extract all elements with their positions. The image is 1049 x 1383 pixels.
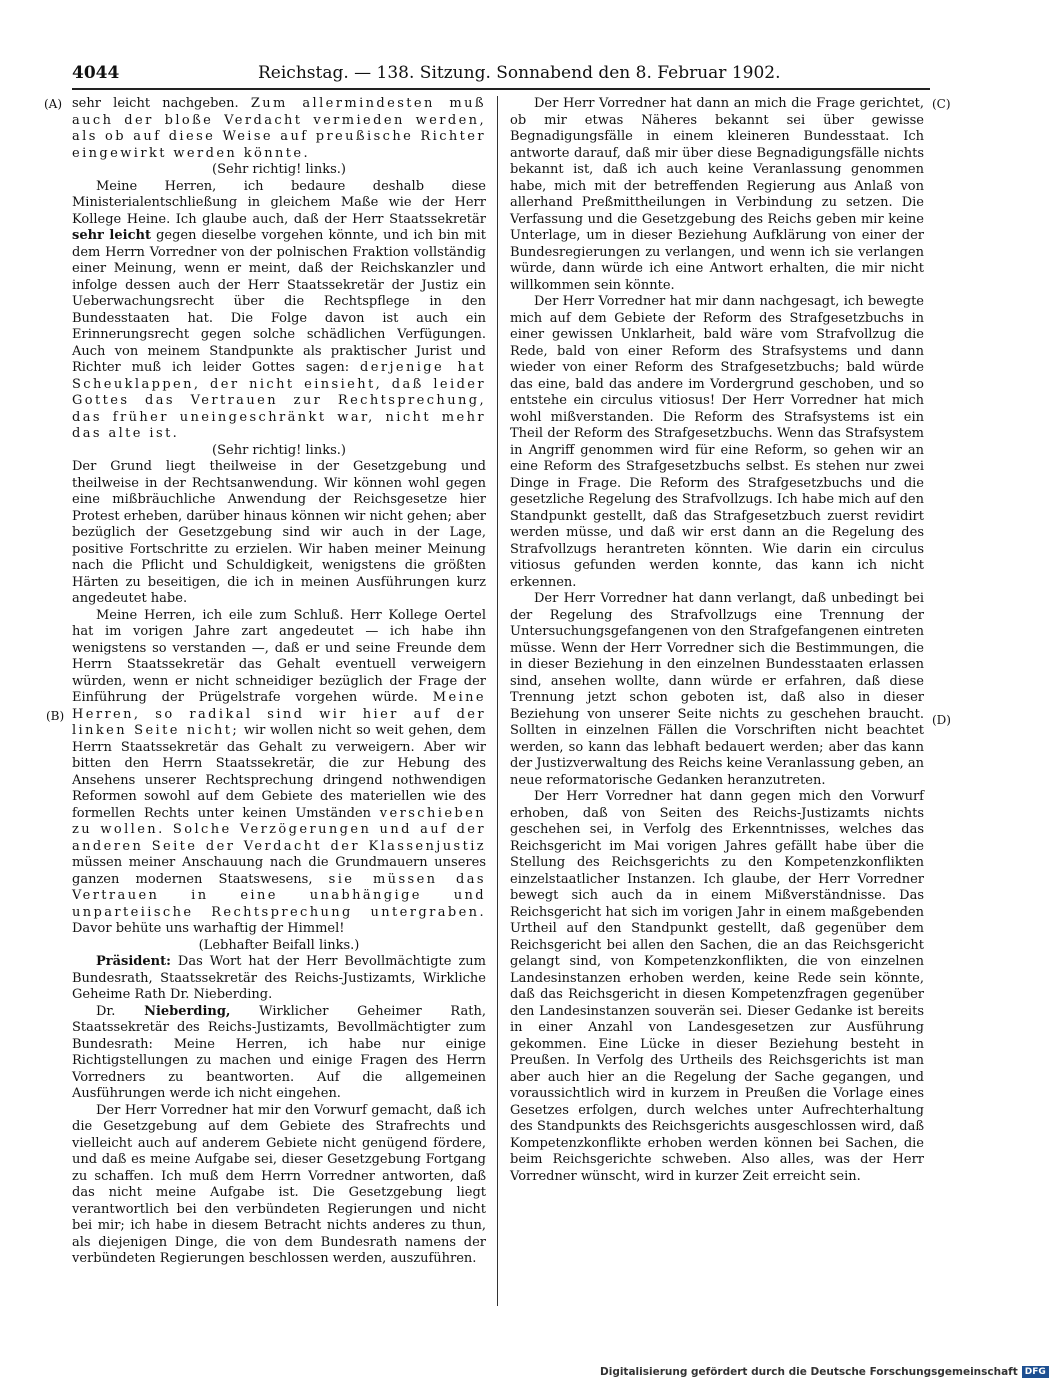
text-run: Meine Herren, ich eile zum Schluß. Herr Kollege Oertel hat im vorigen Jahre zart angedeutet — ich habe ihn wenigstens so verstanden —, daß er und seine Freunde dem Herrn Staatssekretär das Gehalt eventuell verweigern würden, wenn er nicht schneidiger bezüglich der Frage der Einführung der Prügelstrafe vorgehen würde. xyxy=(72,607,486,705)
paragraph xyxy=(72,96,486,162)
right-column xyxy=(510,96,924,1185)
bold-text: sehr leicht xyxy=(72,228,151,243)
speaker-name: Nieberding, xyxy=(144,1003,231,1019)
text-run: sehr leicht nachgeben. xyxy=(72,96,251,111)
paragraph: Der Herr Vorredner hat dann gegen mich den Vorwurf erhoben, daß von Seiten des Reichs-Justizamts nichts geschehen sei, in Verfolg des Erkenntnisses, welches das Reichsgericht im Mai vorigen Jahres gefällt habe über die Stellung des Reichsgerichts zu den Kompetenzkonflikten einzelstaatlicher Instanzen. Ich glaube, der Herr Vorredner bewegt sich auch da in einem Mißverständnisse. Das Reichsgericht hat sich im vorigen Jahr in einem maßgebenden Urtheil auf den Standpunkt gestellt, daß gegenüber dem Reichsgericht bei allen den Sachen, die an das Reichsgericht gelangt sind, von Kompetenzkonflikten, die von einzelnen Landesinstanzen erhoben werden, keine Rede sein könnte, daß das Reichsgericht in diesen Kompetenzfragen gegenüber den Landesinstanzen souverän sei. Dieser Gedanke ist bereits in einer Anzahl von Landesgesetzen zur Ausführung gekommen. Eine Lücke in dieser Beziehung besteht in Preußen. In Verfolg des Urtheils des Reichsgerichts ist man aber auch hier an die Regelung der Sache gegangen, und voraussichtlich wird in kurzem in Preußen die Vorlage eines Gesetzes erfolgen, durch welches unter Aufrechterhaltung des Standpunkts des Reichsgerichts ausgeschlossen wird, daß Kompetenzkonflikte erhoben werden können bei Sachen, die beim Reichsgerichte schweben. Also alles, was der Herr Vorredner wünscht, wird in kurzer Zeit erreicht sein. xyxy=(510,789,924,1184)
text-run: gegen dieselbe vorgehen könnte, und ich bin mit dem Herrn Vorredner von der polnischen Fraktion vollständig einer Meinung, wenn er meint, daß der Reichskanzler und infolge dessen auch der Herr Staatssekretär der Justiz ein Ueberwachungsrecht über die Rechtspflege in den Bundesstaaten hat. Die Folge davon ist auch ein Erinnerungsrecht gegen solche schädlichen Verfügungen. Auch von meinem Standpunkte als praktischer Jurist und Richter muß ich leider Gottes sagen: xyxy=(72,228,486,375)
column-divider xyxy=(497,96,498,1306)
text-run: Davor behüte uns warhaftig der Himmel! xyxy=(72,921,345,936)
text-run: müssen meiner Anschauung nach die Grundmauern unseres ganzen modernen Staatswesens, xyxy=(72,855,486,887)
margin-marker-c: (C) xyxy=(932,97,951,111)
text-run: Das Wort hat der Herr Bevollmächtigte zum Bundesrath, Staatssekretär des Reichs-Justizamts, Wirkliche Geheime Rath Dr. Nieberding. xyxy=(72,954,486,1002)
margin-marker-d: (D) xyxy=(932,713,951,727)
spaced-text: verschieben zu wollen. Solche Verzögerungen und auf der anderen Seite der Verdacht der Klassenjustiz xyxy=(72,805,486,854)
text-run: wir wollen nicht so weit gehen, dem Herrn Staatssekretär das Gehalt zu verweigern. Aber wir bitten den Herrn Staatssekretär, die zur Hebung des Ansehens unserer Rechtsprechung dringend nothwendigen Reformen sowohl auf dem Gebiete des materiellen wie des formellen Rechts unter keinen Umständen xyxy=(72,723,486,821)
paragraph: Der Herr Vorredner hat dann verlangt, daß unbedingt bei der Regelung des Strafvollzugs eine Trennung der Untersuchungsgefangenen von den Strafgefangenen eintreten müsse. Wenn der Herr Vorredner sich die Bestimmungen, die in dieser Beziehung in den einzelnen Bundesstaaten erlassen sind, ansehen wollte, dann würde er erfahren, daß diese Trennung jetzt schon geboten ist, daß also in dieser Beziehung von unserer Seite nichts zu geschehen braucht. Sollten in einzelnen Fällen die Vorschriften nicht beachtet werden, so kann das lebhaft bedauert werden; aber das kann der Justizverwaltung des Reichs keine Veranlassung geben, an neue reformatorische Gedanken heranzutreten. xyxy=(510,591,924,788)
paragraph: Der Herr Vorredner hat mir den Vorwurf gemacht, daß ich die Gesetzgebung auf dem Gebiete des Strafrechts und vielleicht auch auf anderem Gebiete nicht genügend fördere, und daß es meine Aufgabe sei, dieser Gesetzgebung Fortgang zu schaffen. Ich muß dem Herrn Vorredner antworten, daß das nicht meine Aufgabe ist. Die Gesetzgebung liegt verantwortlich bei den verbündeten Regierungen und nicht bei mir; ich habe in diesem Betracht nichts anderes zu thun, als diejenigen Dinge, die von dem Bundesrath namens der verbündeten Regierungen beschlossen werden, auszuführen. xyxy=(72,1102,486,1266)
running-head: Reichstag. — 138. Sitzung. Sonnabend den 8. Februar 1902. xyxy=(258,63,781,83)
header-rule xyxy=(72,88,930,90)
spaced-text: derjenige hat Scheuklappen, der nicht einsieht, daß leider Gottes das Vertrauen zur Rechtsprechung, das früher uneingeschränkt war, nicht mehr das alte ist. xyxy=(72,360,486,441)
interjection: (Lebhafter Beifall links.) xyxy=(198,937,360,953)
margin-marker-a: (A) xyxy=(44,97,63,111)
spaced-text: sie müssen das Vertrauen in eine unabhängige und unparteiische Rechtsprechung untergraben. xyxy=(72,871,486,920)
text-run: Meine Herren, ich bedaure deshalb diese Ministerialentschließung in gleichem Maße wie der Herr Kollege Heine. Ich glaube auch, daß der Herr Staatssekretär xyxy=(72,178,486,227)
paragraph: Der Herr Vorredner hat mir dann nachgesagt, ich bewegte mich auf dem Gebiete der Reform des Strafgesetzbuchs in einer gewissen Unklarheit, bald wäre vom Strafvollzug die Rede, bald von einer Reform des Strafsystems und dann wieder von einer Reform des Strafgesetzbuchs; bald würde das eine, bald das andere im Vordergrund geschoben, und so entstehe ein circulus vitiosus! Der Herr Vorredner hat mich wohl mißverstanden. Die Reform des Strafsystems ist ein Theil der Reform des Strafgesetzbuchs. Wenn das Strafsystem in Angriff genommen wird für eine Reform, so gehen wir an eine Reform des Strafgesetzbuchs selbst. Es stehen nur zwei Dinge in Frage. Die Reform des Strafgesetzbuchs und die gesetzliche Regelung des Strafvollzugs. Ich habe mich auf den Standpunkt gestellt, daß das Strafgesetzbuch zuerst revidirt werden müsse, und daß wir erst dann an die Regelung des Strafvollzugs herantreten könnten. Wie darin ein circulus vitiosus gefunden werden konnte, das kann ich nicht erkennen. xyxy=(510,294,924,590)
spaced-text: Meine Herren, so radikal sind wir hier auf der linken Seite nicht; xyxy=(72,690,486,738)
interjection: (Sehr richtig! links.) xyxy=(212,442,346,458)
text-run: Dr. xyxy=(96,1003,145,1019)
paragraph xyxy=(72,608,486,938)
speaker-label: Präsident: xyxy=(96,954,171,969)
page-number: 4044 xyxy=(72,63,120,83)
paragraph: Der Herr Vorredner hat dann an mich die Frage gerichtet, ob mir etwas Näheres bekannt sei über gewisse Begnadigungsfälle in einem kleineren Bundesstaat. Ich antworte darauf, daß mir über diese Begnadigungsfälle nichts bekannt ist, daß ich auch keine Veranlassung genommen habe, mich mit der betreffenden Regierung aus Anlaß von allerhand Preßmittheilungen in Verbindung zu setzen. Die Verfassung und die Gesetzgebung des Reichs geben mir keine Unterlage, um in dieser Beziehung Aufklärung von einer der Bundesregierungen zu verlangen, und wenn ich sie verlangen würde, dann würde ich eine Antwort erhalten, die mir nicht willkommen sein könnte. xyxy=(510,96,924,293)
footer-text: Digitalisierung gefördert durch die Deutsche Forschungsgemeinschaft xyxy=(600,1366,1018,1378)
spaced-text: Zum allermindesten muß auch der bloße Verdacht vermieden werden, als ob auf diese Weise auf preußische Richter eingewirkt werden könnte. xyxy=(72,96,486,161)
left-column xyxy=(72,96,486,1268)
president-paragraph xyxy=(72,954,486,1004)
speaker-paragraph xyxy=(72,1004,486,1103)
dfg-logo: DFG xyxy=(1022,1366,1049,1378)
margin-marker-b: (B) xyxy=(46,709,65,723)
page-header xyxy=(72,62,930,84)
paragraph: Der Grund liegt theilweise in der Gesetzgebung und theilweise in der Rechtsanwendung. Wir können wohl gegen eine mißbräuchliche Anwendung der Reichsgesetze hier Protest erheben, darüber hinaus können wir nicht gehen; aber bezüglich der Gesetzgebung sind wir auch in der Lage, positive Fortschritte zu erzielen. Wir haben meiner Meinung nach die Pflicht und Schuldigkeit, wenigstens die größten Härten zu beseitigen, die ich in meinen Ausführungen kurz angedeutet habe. xyxy=(72,459,486,606)
footer-credit xyxy=(600,1366,1046,1378)
paragraph xyxy=(72,179,486,443)
interjection: (Sehr richtig! links.) xyxy=(212,162,346,177)
text-run: Wirklicher Geheimer Rath, Staatssekretär des Reichs-Justizamts, Bevollmächtigter zum Bundesrath: Meine Herren, ich habe nur einige Richtigstellungen zu machen und einige Fragen des Herrn Vorredners zu beantworten. Auf die allgemeinen Ausführungen werde ich nicht eingehen. xyxy=(72,1003,486,1101)
